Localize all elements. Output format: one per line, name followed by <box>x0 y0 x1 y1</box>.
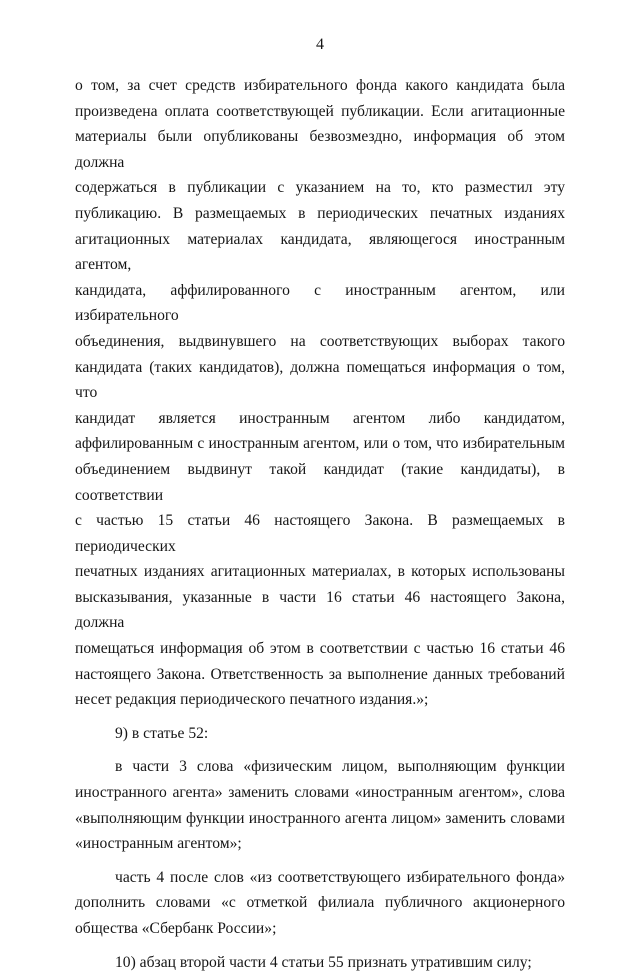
text-line: дополнить словами «с отметкой филиала публичного акционерного <box>75 894 565 912</box>
text-line: в части 3 слова «физическим лицом, выполняющим функции <box>115 758 565 776</box>
document-body <box>75 73 565 975</box>
paragraph <box>75 73 565 713</box>
paragraph <box>75 950 565 975</box>
text-line: материалы были опубликованы безвозмездно, информация об этом должна <box>75 128 565 171</box>
text-line: публикацию. В размещаемых в периодических печатных изданиях <box>75 204 565 222</box>
text-line: настоящего Закона. Ответственность за выполнение данных требований <box>75 665 565 683</box>
text-line: «иностранным агентом»; <box>75 835 242 853</box>
text-line: кандидата, аффилированного с иностранным агентом, или избирательного <box>75 281 565 325</box>
text-line: 10) абзац второй части 4 статьи 55 признать утратившим силу; <box>115 953 532 971</box>
text-line: произведена оплата соответствующей публикации. Если агитационные <box>75 102 565 120</box>
text-line: несет редакция периодического печатного издания.»; <box>75 691 429 709</box>
text-line: кандидат является иностранным агентом либо кандидатом, <box>75 409 565 427</box>
text-line: «выполняющим функции иностранного агента лицом» заменить словами <box>75 809 565 827</box>
text-line: часть 4 после слов «из соответствующего избирательного фонда» <box>115 868 565 886</box>
text-line: с частью 15 статьи 46 настоящего Закона. В размещаемых в периодических <box>75 512 565 555</box>
text-line: высказывания, указанные в части 16 статьи 46 настоящего Закона, должна <box>75 588 565 632</box>
text-line: иностранного агента» заменить словами «иностранным агентом», слова <box>75 784 565 802</box>
text-line: аффилированным с иностранным агентом, или о том, что избирательным <box>75 435 565 453</box>
text-line: о том, за счет средств избирательного фонда какого кандидата была <box>75 77 565 94</box>
text-line: общества «Сбербанк России»; <box>75 920 277 937</box>
text-line: помещаться информация об этом в соответствии с частью 16 статьи 46 <box>75 640 565 658</box>
text-line: объединения, выдвинувшего на соответствующих выборах такого <box>75 332 565 350</box>
paragraph <box>75 721 565 747</box>
text-line: 9) в статье 52: <box>115 724 209 742</box>
text-line: объединением выдвинут такой кандидат (такие кандидаты), в соответствии <box>75 460 565 504</box>
page-number: 4 <box>316 36 324 53</box>
text-line: агитационных материалах кандидата, являющегося иностранным агентом, <box>75 230 565 274</box>
paragraph <box>75 865 565 942</box>
text-line: печатных изданиях агитационных материалах, в которых использованы <box>75 563 565 581</box>
paragraph <box>75 754 565 856</box>
text-line: кандидата (таких кандидатов), должна помещаться информация о том, что <box>75 358 565 402</box>
text-line: содержаться в публикации с указанием на то, кто разместил эту <box>75 179 565 197</box>
